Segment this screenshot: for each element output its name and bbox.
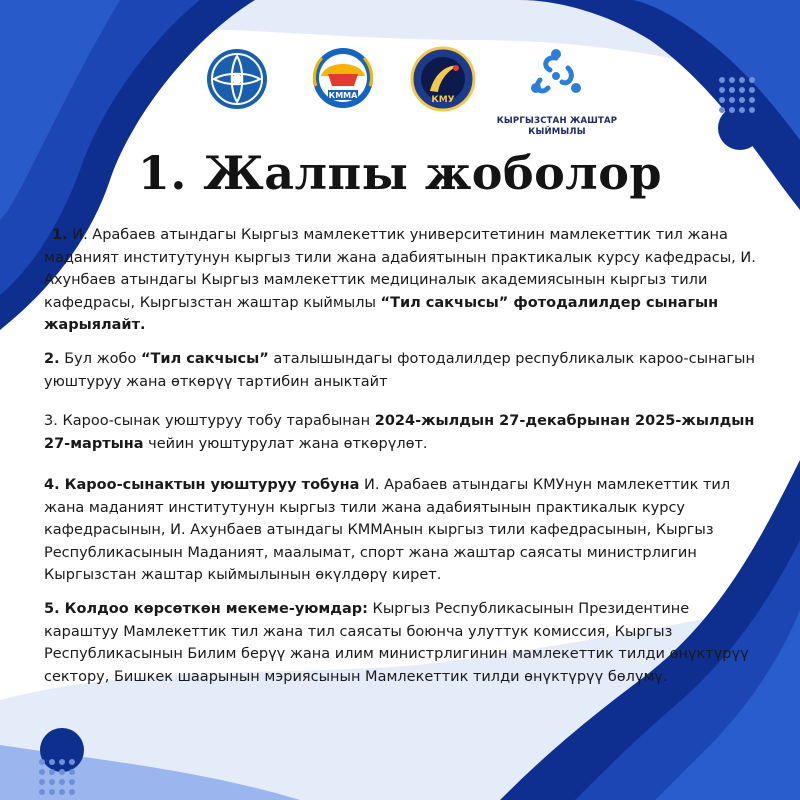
paragraph-1 xyxy=(44,224,760,337)
dot-grid-top-right xyxy=(718,76,766,116)
paragraph-4 xyxy=(44,474,760,587)
paragraph-number: 4. xyxy=(44,477,60,493)
paragraph-bold-text: “Тил сакчысы” xyxy=(140,351,269,367)
svg-text:КММА: КММА xyxy=(328,91,358,100)
paragraph-2 xyxy=(44,348,760,393)
dot-grid-bottom-left xyxy=(38,758,86,800)
paragraph-bold-text: 2024-жылдын 27-декабрынан 2025-жылдын 27-мартына xyxy=(44,413,755,452)
organization-name-line2: КЫЙМЫЛЫ xyxy=(528,127,586,137)
organization-name xyxy=(482,116,632,138)
youth-movement-logo-icon xyxy=(528,48,584,106)
kmma-academy-logo-icon xyxy=(308,46,378,112)
paragraph-text: аталышындагы фотодалилдер республикалык кароо-сынагын уюштуруу жана өткөрүү тартибин аныктайт xyxy=(44,351,755,390)
university-emblem-icon xyxy=(206,48,268,110)
page-title: 1. Жалпы жоболор xyxy=(137,146,663,200)
paragraph-number: 5. xyxy=(44,601,60,617)
paragraph-number: 3. xyxy=(44,413,58,429)
organization-name-line1: КЫРГЫЗСТАН ЖАШТАР xyxy=(496,116,618,126)
paragraph-text: И. Арабаев атындагы Кыргыз мамлекеттик университетинин мамлекеттик тил жана маданият институтунун кыргыз тили жана адабиятынын практикалык курсу кафедрасы, И. Ахунбаев атындагы Кыргыз мамлекеттик медициналык академиясынын кыргыз тили кафедрасы, Кыргызстан жаштар кыймылы xyxy=(44,227,756,311)
paragraph-number: 2. xyxy=(44,351,60,367)
paragraph-bold-text: “Тил сакчысы” фотодалилдер сынагын жарыялайт. xyxy=(44,294,719,333)
paragraph-text: И. Арабаев атындагы КМУнун мамлекеттик тил жана маданият институтунун кыргыз тили жана адабиятынын практикалык курсу кафедрасынын, И. Ахунбаев атындагы КММАнын кыргыз тили кафедрасынын, Кыргыз Республикасынын Маданият, маалымат, спорт жана жаштар саясаты министрлигин Кыргызстан жаштар кыймылынын өкүлдөрү кирет. xyxy=(44,477,731,583)
paragraph-number: 1. xyxy=(52,227,68,243)
paragraph-5 xyxy=(44,598,760,688)
kmu-university-logo-icon xyxy=(410,46,476,112)
svg-text:КМУ: КМУ xyxy=(431,95,455,105)
paragraph-text: Кыргыз Республикасынын Президентине караштуу Мамлекеттик тил жана тил саясаты боюнча улуттук комиссия, Кыргыз Республикасынын Билим берүү жана илим министрлигинин мамлекеттик тилди өнүктүрүү сектору, Бишкек шаарынын мэриясынын Мамлекеттик тилди өнүктүрүү бөлүмү. xyxy=(44,601,749,685)
paragraph-3 xyxy=(44,410,760,455)
paragraph-text: Кароо-сынак уюштуруу тобу тарабынан xyxy=(57,413,375,429)
paragraph-text: чейин уюштурулат жана өткөрүлөт. xyxy=(143,435,428,452)
paragraph-bold-text: Кароо-сынактын уюштуруу тобуна xyxy=(59,477,360,493)
paragraph-bold-text: Колдоо көрсөткөн мекеме-уюмдар: xyxy=(59,601,368,617)
paragraph-text: Бул жобо xyxy=(59,351,141,367)
